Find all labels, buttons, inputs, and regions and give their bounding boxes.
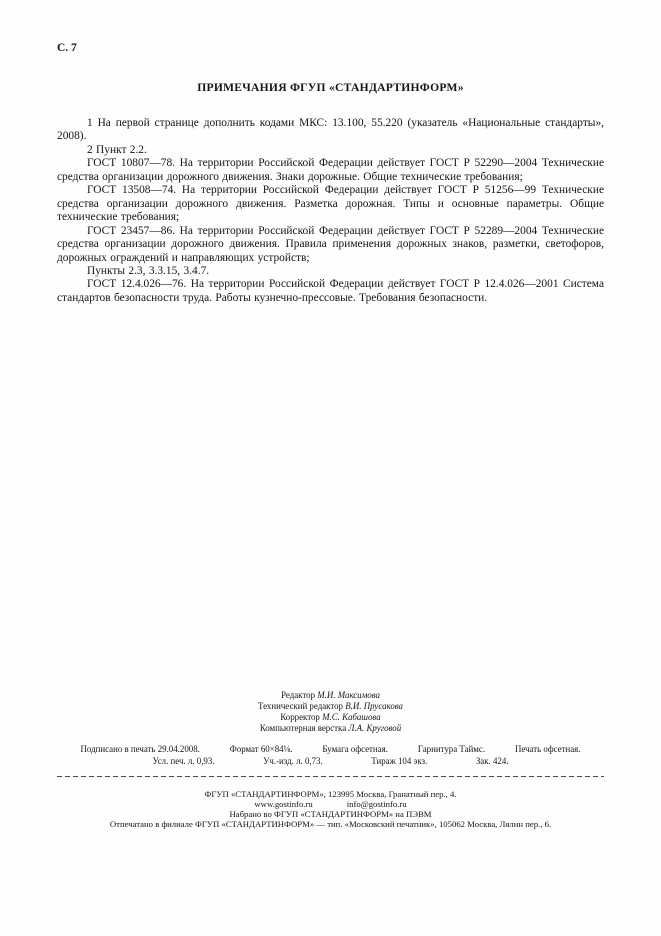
- imprint-order-number: Зак. 424.: [475, 755, 509, 766]
- publisher-printed-note: Отпечатано в филиале ФГУП «СТАНДАРТИНФОРМ» — тип. «Московский печатник», 105062 Москва, Лялин пер., 6.: [109, 819, 552, 830]
- credit-name: М.И. Максимова: [317, 690, 380, 700]
- imprint-line-2: [153, 756, 509, 767]
- imprint-circulation: Тираж 104 экз.: [371, 755, 428, 766]
- credit-name: М.С. Кабашова: [322, 711, 381, 722]
- imprint-signed-date: Подписано в печать 29.04.2008.: [80, 743, 200, 754]
- credit-name: Л.А. Круговой: [348, 722, 402, 733]
- publisher-typeset-note: Набрано во ФГУП «СТАНДАРТИНФОРМ» на ПЭВМ: [229, 809, 432, 820]
- imprint-conventional-sheets: Усл. печ. л. 0,93.: [152, 755, 215, 766]
- publisher-block: [0, 789, 661, 830]
- page-title: ПРИМЕЧАНИЯ ФГУП «СТАНДАРТИНФОРМ»: [197, 81, 464, 94]
- credit-line: [0, 701, 661, 712]
- note-paragraph: Пункты 2.3, 3.3.15, 3.4.7.: [87, 264, 210, 277]
- note-paragraph: ГОСТ 12.4.026—76. На территории Российской Федерации действует ГОСТ Р 12.4.026—2001 Система стандартов безопасности труда. Работы кузнечно-прессовые. Требования безопасности.: [57, 278, 604, 304]
- imprint-print-method: Печать офсетная.: [514, 743, 581, 754]
- dashed-separator: [57, 776, 604, 777]
- note-paragraph: ГОСТ 23457—86. На территории Российской Федерации действует ГОСТ Р 52289—2004 Технические средства организации дорожного движения. Правила применения дорожных знаков, разметки, светофоров, дорожных ограждений и направляющих устройств;: [57, 224, 604, 264]
- imprint-line-1: [81, 744, 581, 755]
- note-paragraph: ГОСТ 10807—78. На территории Российской Федерации действует ГОСТ Р 52290—2004 Технические средства организации дорожного движения. Знаки дорожные. Общие технические требования;: [57, 157, 604, 183]
- publisher-website: www.gostinfo.ru: [254, 798, 313, 809]
- page-content: [0, 0, 661, 305]
- colophon: [0, 690, 661, 829]
- notes-section: [57, 117, 604, 305]
- credit-line: [0, 690, 661, 701]
- credit-role: Технический редактор: [258, 700, 343, 711]
- publisher-address: ФГУП «СТАНДАРТИНФОРМ», 123995 Москва, Гранатный пер., 4.: [204, 788, 457, 799]
- credits-block: [0, 690, 661, 734]
- imprint-format: Формат 60×84⅛.: [229, 743, 293, 754]
- imprint-publishing-sheets: Уч.-изд. л. 0,73.: [263, 755, 323, 766]
- credit-name: В.И. Прусакова: [345, 700, 403, 711]
- publisher-contacts: [0, 799, 661, 809]
- credit-role: Корректор: [280, 711, 320, 722]
- note-paragraph: ГОСТ 13508—74. На территории Российской Федерации действует ГОСТ Р 51256—99 Технические средства организации дорожного движения. Разметка дорожная. Типы и основные параметры. Общие технические требования;: [57, 184, 604, 224]
- credit-line: [0, 723, 661, 734]
- imprint-paper: Бумага офсетная.: [322, 743, 388, 754]
- note-paragraph: 2 Пункт 2.2.: [87, 143, 147, 156]
- credit-role: Компьютерная верстка: [259, 722, 347, 733]
- credit-line: [0, 712, 661, 723]
- credit-role: Редактор: [281, 690, 316, 700]
- page-number: С. 7: [57, 42, 77, 54]
- imprint-typeface: Гарнитура Таймс.: [417, 743, 486, 754]
- note-paragraph: 1 На первой странице дополнить кодами МКС: 13.100, 55.220 (указатель «Национальные стандарты», 2008).: [57, 117, 604, 143]
- publisher-email: info@gostinfo.ru: [346, 798, 407, 809]
